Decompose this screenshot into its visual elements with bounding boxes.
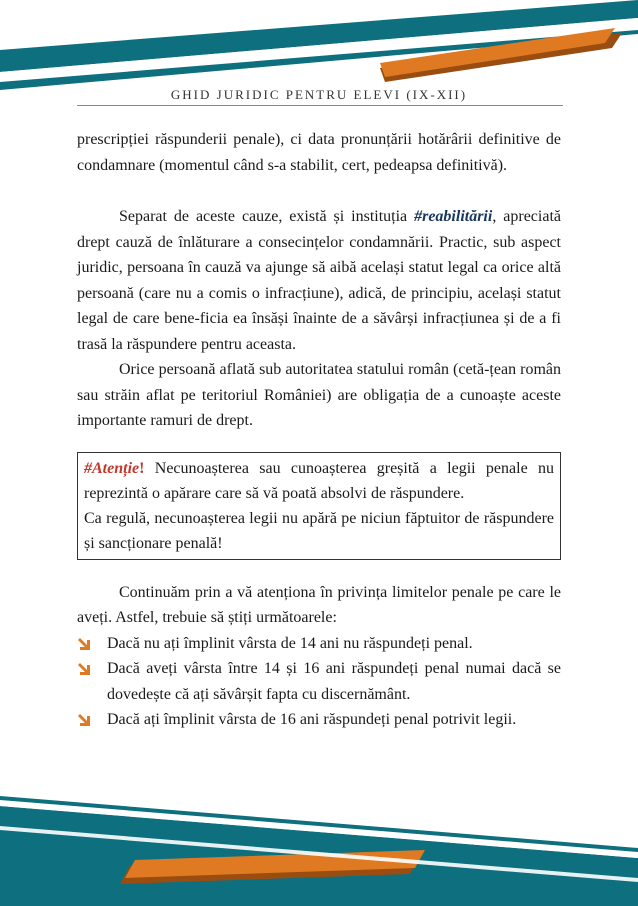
arrow-down-right-icon xyxy=(77,713,91,727)
top-decorative-banner xyxy=(0,0,638,100)
list-item-text: Dacă ați împlinit vârsta de 16 ani răspundeți penal potrivit legii. xyxy=(107,711,517,728)
paragraph-text: Separat de aceste cauze, există și instituția xyxy=(119,208,415,225)
list-item xyxy=(77,631,561,657)
page-body xyxy=(77,127,561,733)
notice-box xyxy=(77,452,561,560)
list-item xyxy=(77,656,561,707)
notice-line-1 xyxy=(84,456,554,506)
arrow-down-right-icon xyxy=(77,637,91,651)
arrow-down-right-icon xyxy=(77,662,91,676)
bottom-decorative-banner xyxy=(0,796,638,906)
notice-text: Necunoașterea sau cunoașterea greșită a legii penale nu reprezintă o apărare care să vă poată absolvi de răspundere. xyxy=(84,459,554,502)
list-item xyxy=(77,707,561,733)
header-rule xyxy=(77,105,563,106)
notice-label: #Atenție xyxy=(84,459,140,477)
hashtag-reabilitarii: #reabilitării xyxy=(414,208,493,225)
paragraph-obligatie: Orice persoană aflată sub autoritatea statului român (cetă-țean român sau străin aflat pe teritoriul României) are obligația de a cunoaște aceste importante ramuri de drept. xyxy=(77,361,561,429)
list-item-text: Dacă nu ați împlinit vârsta de 14 ani nu răspundeți penal. xyxy=(107,634,473,652)
paragraph-continuation: prescripției răspunderii penale), ci data pronunțării hotărârii definitive de condamnare (momentul când s-a stabilit, cert, pedeapsa definitivă). xyxy=(77,131,561,174)
notice-line-2: Ca regulă, necunoașterea legii nu apără pe niciun făptuitor de răspundere și sancționare penală! xyxy=(84,509,554,552)
paragraph-limite: Continuăm prin a vă atenționa în privința limitelor penale pe care le aveți. Astfel, trebuie să știți următoarele: xyxy=(77,583,561,626)
paragraph-text: , apreciată drept cauză de înlăturare a consecințelor condamnării. Practic, sub aspect juridic, persoana în cauză va ajunge să aibă același statut legal ca orice altă persoană (care nu a comis o infracțiune), adică, de principiu, același statut legal de care bene-ficia ea însăși înainte de a săvârși infracțiunea și de a fi trasă la răspundere pentru aceasta. xyxy=(77,208,561,353)
running-header: GHID JURIDIC PENTRU ELEVI (IX-XII) xyxy=(170,87,468,102)
list-item-text: Dacă aveți vârsta între 14 și 16 ani răspundeți penal numai dacă se dovedește că ați săvârșit fapta cu discernământ. xyxy=(107,660,561,703)
paragraph-reabilitare xyxy=(77,204,561,357)
notice-exclaim: ! xyxy=(139,459,145,477)
age-limits-list xyxy=(77,631,561,733)
